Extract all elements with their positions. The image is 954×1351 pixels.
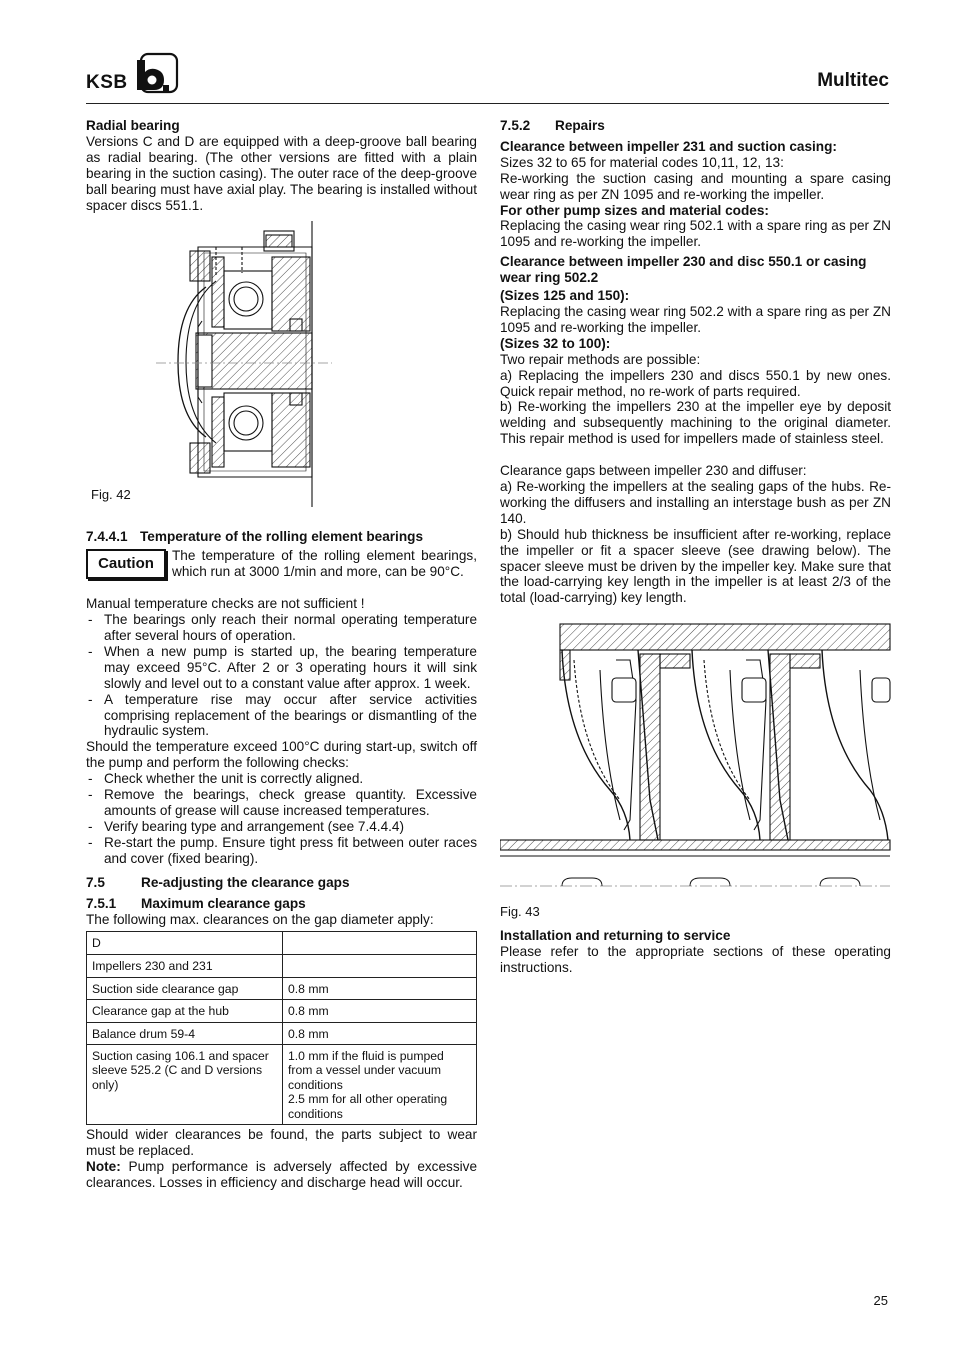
installation-text: Please refer to the appropriate sections of these operating instructions. (500, 944, 891, 976)
table-row (87, 977, 477, 999)
table-cell (283, 932, 477, 955)
table-row (87, 1022, 477, 1044)
table-cell: 1.0 mm if the fluid is pumped from a vessel under vacuum conditions 2.5 mm for all other operating conditions (283, 1044, 477, 1124)
note-text: Pump performance is adversely affected by excessive clearances. Losses in efficiency and discharge head will occur. (86, 1158, 477, 1190)
section-7-5-1-heading (86, 896, 477, 912)
wider-clearance-text: Should wider clearances be found, the parts subject to wear must be replaced. (86, 1126, 477, 1158)
diffuser-a-text: a) Re-working the impellers at the sealing gaps of the hubs. Re-working the diffusers and installing an interstage bush as per ZN 140. (500, 479, 891, 526)
brand-title: Multitec (817, 70, 889, 91)
list-item: - Check whether the unit is correctly aligned. (86, 771, 477, 787)
bearing-drawing (86, 217, 477, 511)
sizes-32-heading: (Sizes 32 to 100): (500, 335, 611, 351)
radial-bearing-heading: Radial bearing (86, 118, 180, 133)
section-7-5-1-number: 7.5.1 (86, 896, 117, 912)
table-cell: 0.8 mm (283, 977, 477, 999)
section-7-5-2-heading (500, 118, 891, 134)
left-column (86, 118, 477, 1191)
temperature-list (86, 612, 477, 739)
table-intro: The following max. clearances on the gap diameter apply: (86, 912, 434, 928)
clearance-231-sizes: Sizes 32 to 65 for material codes 10,11, 12, 13: (500, 154, 784, 170)
table-cell (283, 955, 477, 977)
overheat-text: Should the temperature exceed 100°C during start-up, switch off the pump and perform the following checks: (86, 739, 477, 771)
manual-check-text: Manual temperature checks are not sufficient ! (86, 596, 365, 612)
section-7-5-heading (86, 875, 477, 891)
table-cell: Suction casing 106.1 and spacer sleeve 525.2 (C and D versions only) (87, 1044, 283, 1124)
temperature-heading-title: Temperature of the rolling element bearings (140, 529, 424, 545)
table-cell: Impellers 230 and 231 (87, 955, 283, 977)
page-number: 25 (873, 1293, 888, 1308)
ksb-logo-icon (133, 52, 181, 96)
table-row (87, 1044, 477, 1124)
diffuser-intro: Clearance gaps between impeller 230 and diffuser: (500, 463, 807, 479)
installation-heading: Installation and returning to service (500, 928, 731, 944)
section-7-5-2-title: Repairs (555, 118, 605, 133)
table-cell: Suction side clearance gap (87, 977, 283, 999)
table-cell: Clearance gap at the hub (87, 1000, 283, 1022)
table-row (87, 932, 477, 955)
figure-43-label: Fig. 43 (500, 904, 540, 920)
table-cell: D (87, 932, 283, 955)
list-item: - When a new pump is started up, the bearing temperature may exceed 95°C. After 2 or 3 operating hours it will sink slowly and level out to a constant value after approx. 1 week. (86, 644, 477, 692)
sizes-125-text: Replacing the casing wear ring 502.2 with a spare ring as per ZN 1095 and re-working the impeller. (500, 303, 891, 335)
table-row (87, 955, 477, 977)
method-b-text: b) Re-working the impellers 230 at the impeller eye by deposit welding and subsequently machining to the original diameter. This repair method is used for impellers made of stainless steel. (500, 399, 891, 447)
table-cell: 0.8 mm (283, 1000, 477, 1022)
method-a-text: a) Replacing the impellers 230 and discs 550.1 by new ones. Quick repair method, no re-work of parts required. (500, 367, 891, 399)
ksb-logo (86, 52, 186, 96)
impeller-drawing (500, 620, 891, 908)
list-item: - The bearings only reach their normal operating temperature after several hours of operation. (86, 612, 477, 644)
diffuser-b-text: b) Should hub thickness be insufficient after re-working, replace the impeller or fit a spacer sleeve (see drawing below). The spacer sleeve must be driven by the impeller key. Make sure that the load-carrying key length in the impeller is at least 2/3 of the total (load-carrying) key length. (500, 526, 891, 606)
list-item: - Verify bearing type and arrangement (see 7.4.4.4) (86, 819, 477, 835)
check-list (86, 771, 477, 866)
list-item: - A temperature rise may occur after service activities comprising replacement of the bearings or dismantling of the hydraulic system. (86, 692, 477, 740)
logo-text: KSB (86, 72, 128, 93)
table-row (87, 1000, 477, 1022)
other-sizes-heading: For other pump sizes and material codes: (500, 202, 769, 218)
table-cell: Balance drum 59-4 (87, 1022, 283, 1044)
figure-42-label: Fig. 42 (91, 487, 131, 503)
caution-badge: Caution (86, 549, 166, 579)
temperature-heading-number: 7.4.4.1 (86, 529, 128, 545)
clearance-231-heading: Clearance between impeller 231 and suction casing: (500, 138, 837, 154)
section-7-5-2-number: 7.5.2 (500, 118, 531, 133)
two-methods-text: Two repair methods are possible: (500, 351, 701, 367)
figure-43 (500, 620, 891, 920)
right-column (500, 118, 891, 976)
clearance-table (86, 931, 477, 1125)
section-7-5-1-title: Maximum clearance gaps (141, 896, 306, 912)
section-7-5-number: 7.5 (86, 874, 105, 890)
table-cell: 0.8 mm (283, 1022, 477, 1044)
note-paragraph (86, 1159, 477, 1191)
section-7-5-title: Re-adjusting the clearance gaps (141, 874, 350, 890)
page-header (86, 52, 889, 104)
caution-note (86, 548, 477, 580)
clearance-230-heading: Clearance between impeller 230 and disc 550.1 or casing wear ring 502.2 (500, 254, 867, 286)
temperature-heading (86, 529, 477, 545)
list-item: - Re-start the pump. Ensure tight press fit between outer races and cover (fixed bearing). (86, 835, 477, 867)
list-item: - Remove the bearings, check grease quantity. Excessive amounts of grease will cause increased temperatures. (86, 787, 477, 819)
radial-bearing-text: Versions C and D are equipped with a deep-groove ball bearing as radial bearing. (The other versions are fitted with a plain bearing in the suction casing). The outer race of the deep-groove ball bearing must have axial play. The bearing is installed without spacer discs 551.1. (86, 133, 477, 213)
caution-text: The temperature of the rolling element bearings, which run at 3000 1/min and more, can be 90°C. (172, 548, 477, 580)
note-label: Note: (86, 1158, 121, 1174)
sizes-125-heading: (Sizes 125 and 150): (500, 288, 630, 304)
figure-42 (86, 217, 477, 511)
clearance-231-text: Re-working the suction casing and mounting a spare casing wear ring as per ZN 1095 and re-working the impeller. (500, 170, 891, 202)
other-sizes-text: Replacing the casing wear ring 502.1 with a spare ring as per ZN 1095 and re-working the impeller. (500, 218, 891, 250)
